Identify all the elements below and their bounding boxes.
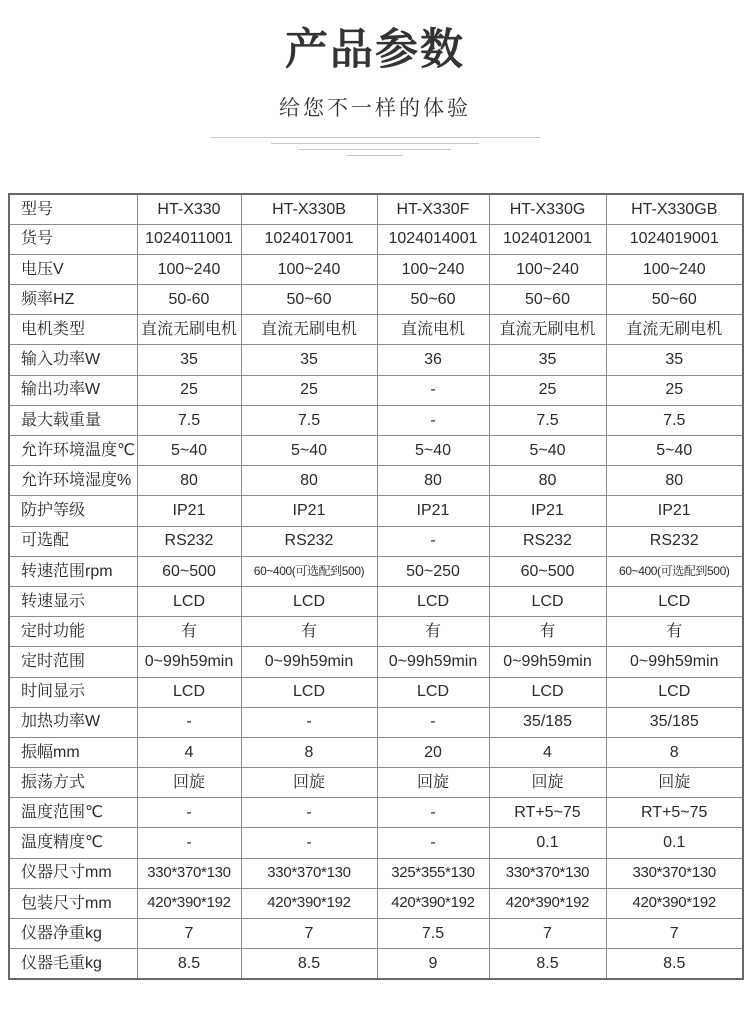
row-label: 仪器净重kg (9, 919, 137, 949)
cell: 5~40 (241, 436, 377, 466)
cell: 0.1 (489, 828, 606, 858)
cell: 7.5 (489, 405, 606, 435)
table-row (9, 888, 743, 918)
cell: 325*355*130 (377, 858, 489, 888)
cell: 8 (606, 737, 743, 767)
cell: 80 (377, 466, 489, 496)
row-label: 允许环境湿度% (9, 466, 137, 496)
table-row (9, 526, 743, 556)
cell: 8.5 (606, 949, 743, 979)
spec-table-body (9, 194, 743, 979)
row-label: 振荡方式 (9, 768, 137, 798)
row-label: 温度精度℃ (9, 828, 137, 858)
cell: RT+5~75 (489, 798, 606, 828)
cell: 1024012001 (489, 224, 606, 254)
cell: IP21 (377, 496, 489, 526)
cell: 8.5 (489, 949, 606, 979)
cell: - (137, 828, 241, 858)
cell: 330*370*130 (137, 858, 241, 888)
cell: 9 (377, 949, 489, 979)
cell: 7.5 (606, 405, 743, 435)
row-label: 电压V (9, 254, 137, 284)
cell: RS232 (606, 526, 743, 556)
cell: 直流电机 (377, 315, 489, 345)
cell: 100~240 (489, 254, 606, 284)
cell: 60~500 (489, 556, 606, 586)
cell: 直流无刷电机 (241, 315, 377, 345)
row-label: 加热功率W (9, 707, 137, 737)
cell: 7 (241, 919, 377, 949)
cell: LCD (489, 677, 606, 707)
row-label: 防护等级 (9, 496, 137, 526)
cell: HT-X330 (137, 194, 241, 224)
cell: 80 (606, 466, 743, 496)
cell: 有 (606, 617, 743, 647)
row-label: 型号 (9, 194, 137, 224)
cell: 420*390*192 (606, 888, 743, 918)
table-row (9, 496, 743, 526)
cell: LCD (137, 677, 241, 707)
row-label: 定时功能 (9, 617, 137, 647)
cell: 330*370*130 (489, 858, 606, 888)
cell: 7 (606, 919, 743, 949)
cell: 80 (137, 466, 241, 496)
cell: 420*390*192 (241, 888, 377, 918)
cell: 8 (241, 737, 377, 767)
table-row (9, 315, 743, 345)
cell: 50~250 (377, 556, 489, 586)
table-row (9, 919, 743, 949)
table-row (9, 466, 743, 496)
cell: LCD (241, 586, 377, 616)
table-row (9, 224, 743, 254)
cell: 7 (489, 919, 606, 949)
cell: 50~60 (489, 285, 606, 315)
cell: RT+5~75 (606, 798, 743, 828)
cell: 回旋 (377, 768, 489, 798)
cell: LCD (606, 586, 743, 616)
cell: 4 (489, 737, 606, 767)
cell: IP21 (606, 496, 743, 526)
cell: - (377, 405, 489, 435)
cell: - (241, 828, 377, 858)
cell: 直流无刷电机 (137, 315, 241, 345)
cell: 5~40 (377, 436, 489, 466)
cell: HT-X330G (489, 194, 606, 224)
cell: 7 (137, 919, 241, 949)
cell: 有 (241, 617, 377, 647)
cell: 330*370*130 (606, 858, 743, 888)
table-row (9, 405, 743, 435)
cell: 0~99h59min (606, 647, 743, 677)
cell: 420*390*192 (377, 888, 489, 918)
cell: 25 (606, 375, 743, 405)
table-row (9, 436, 743, 466)
cell: 有 (489, 617, 606, 647)
table-row (9, 858, 743, 888)
cell: 420*390*192 (489, 888, 606, 918)
page-title: 产品参数 (285, 26, 465, 74)
cell: HT-X330B (241, 194, 377, 224)
cell: 60~400(可选配到500) (606, 556, 743, 586)
cell: - (377, 375, 489, 405)
cell: 50~60 (377, 285, 489, 315)
cell: - (241, 798, 377, 828)
cell: 35 (137, 345, 241, 375)
cell: RS232 (137, 526, 241, 556)
table-row (9, 345, 743, 375)
page-stack-divider (299, 149, 451, 150)
cell: 50~60 (606, 285, 743, 315)
cell: 35 (489, 345, 606, 375)
row-label: 转速范围rpm (9, 556, 137, 586)
cell: 5~40 (489, 436, 606, 466)
table-row (9, 949, 743, 979)
row-label: 包装尺寸mm (9, 888, 137, 918)
cell: 直流无刷电机 (606, 315, 743, 345)
cell: 100~240 (241, 254, 377, 284)
page-subtitle: 给您不一样的体验 (279, 96, 471, 120)
cell: 50~60 (241, 285, 377, 315)
row-label: 频率HZ (9, 285, 137, 315)
cell: 330*370*130 (241, 858, 377, 888)
row-label: 定时范围 (9, 647, 137, 677)
cell: 5~40 (606, 436, 743, 466)
table-row (9, 285, 743, 315)
cell: 8.5 (137, 949, 241, 979)
table-row (9, 798, 743, 828)
cell: 1024014001 (377, 224, 489, 254)
cell: 100~240 (606, 254, 743, 284)
cell: 4 (137, 737, 241, 767)
row-label: 货号 (9, 224, 137, 254)
cell: HT-X330F (377, 194, 489, 224)
cell: 回旋 (606, 768, 743, 798)
cell: 0~99h59min (241, 647, 377, 677)
table-row (9, 375, 743, 405)
table-row (9, 768, 743, 798)
cell: 有 (377, 617, 489, 647)
cell: 100~240 (377, 254, 489, 284)
row-label: 允许环境温度℃ (9, 436, 137, 466)
cell: 0~99h59min (377, 647, 489, 677)
cell: 20 (377, 737, 489, 767)
cell: HT-X330GB (606, 194, 743, 224)
row-label: 转速显示 (9, 586, 137, 616)
cell: 25 (241, 375, 377, 405)
page-stack-divider (210, 137, 540, 138)
cell: LCD (606, 677, 743, 707)
cell: 36 (377, 345, 489, 375)
table-row (9, 194, 743, 224)
cell: 60~400(可选配到500) (241, 556, 377, 586)
cell: 35/185 (606, 707, 743, 737)
cell: 1024011001 (137, 224, 241, 254)
cell: IP21 (241, 496, 377, 526)
cell: 直流无刷电机 (489, 315, 606, 345)
cell: 回旋 (489, 768, 606, 798)
row-label: 温度范围℃ (9, 798, 137, 828)
cell: LCD (489, 586, 606, 616)
cell: 25 (489, 375, 606, 405)
cell: 有 (137, 617, 241, 647)
cell: LCD (137, 586, 241, 616)
cell: 80 (241, 466, 377, 496)
row-label: 输出功率W (9, 375, 137, 405)
row-label: 振幅mm (9, 737, 137, 767)
table-row (9, 556, 743, 586)
cell: - (377, 798, 489, 828)
cell: 5~40 (137, 436, 241, 466)
cell: 1024019001 (606, 224, 743, 254)
cell: - (377, 828, 489, 858)
table-row (9, 254, 743, 284)
cell: 0~99h59min (137, 647, 241, 677)
table-row (9, 828, 743, 858)
cell: - (377, 526, 489, 556)
cell: 8.5 (241, 949, 377, 979)
cell: IP21 (489, 496, 606, 526)
cell: 35 (241, 345, 377, 375)
cell: - (377, 707, 489, 737)
cell: IP21 (137, 496, 241, 526)
cell: 7.5 (137, 405, 241, 435)
cell: 1024017001 (241, 224, 377, 254)
row-label: 输入功率W (9, 345, 137, 375)
cell: 100~240 (137, 254, 241, 284)
spec-table (8, 193, 744, 980)
cell: 25 (137, 375, 241, 405)
cell: 50-60 (137, 285, 241, 315)
cell: 35/185 (489, 707, 606, 737)
cell: 420*390*192 (137, 888, 241, 918)
cell: 7.5 (241, 405, 377, 435)
page-stack-decoration (0, 137, 750, 156)
cell: RS232 (489, 526, 606, 556)
cell: - (241, 707, 377, 737)
cell: 80 (489, 466, 606, 496)
cell: 35 (606, 345, 743, 375)
row-label: 可选配 (9, 526, 137, 556)
cell: LCD (241, 677, 377, 707)
page-stack-divider (347, 155, 403, 156)
table-row (9, 586, 743, 616)
table-row (9, 677, 743, 707)
row-label: 时间显示 (9, 677, 137, 707)
cell: - (137, 798, 241, 828)
cell: LCD (377, 677, 489, 707)
cell: 回旋 (137, 768, 241, 798)
cell: RS232 (241, 526, 377, 556)
cell: 回旋 (241, 768, 377, 798)
cell: LCD (377, 586, 489, 616)
table-row (9, 737, 743, 767)
row-label: 仪器毛重kg (9, 949, 137, 979)
cell: - (137, 707, 241, 737)
table-row (9, 707, 743, 737)
row-label: 电机类型 (9, 315, 137, 345)
page-stack-divider (271, 143, 479, 144)
row-label: 最大载重量 (9, 405, 137, 435)
table-row (9, 617, 743, 647)
row-label: 仪器尺寸mm (9, 858, 137, 888)
table-row (9, 647, 743, 677)
cell: 0~99h59min (489, 647, 606, 677)
cell: 7.5 (377, 919, 489, 949)
cell: 60~500 (137, 556, 241, 586)
cell: 0.1 (606, 828, 743, 858)
